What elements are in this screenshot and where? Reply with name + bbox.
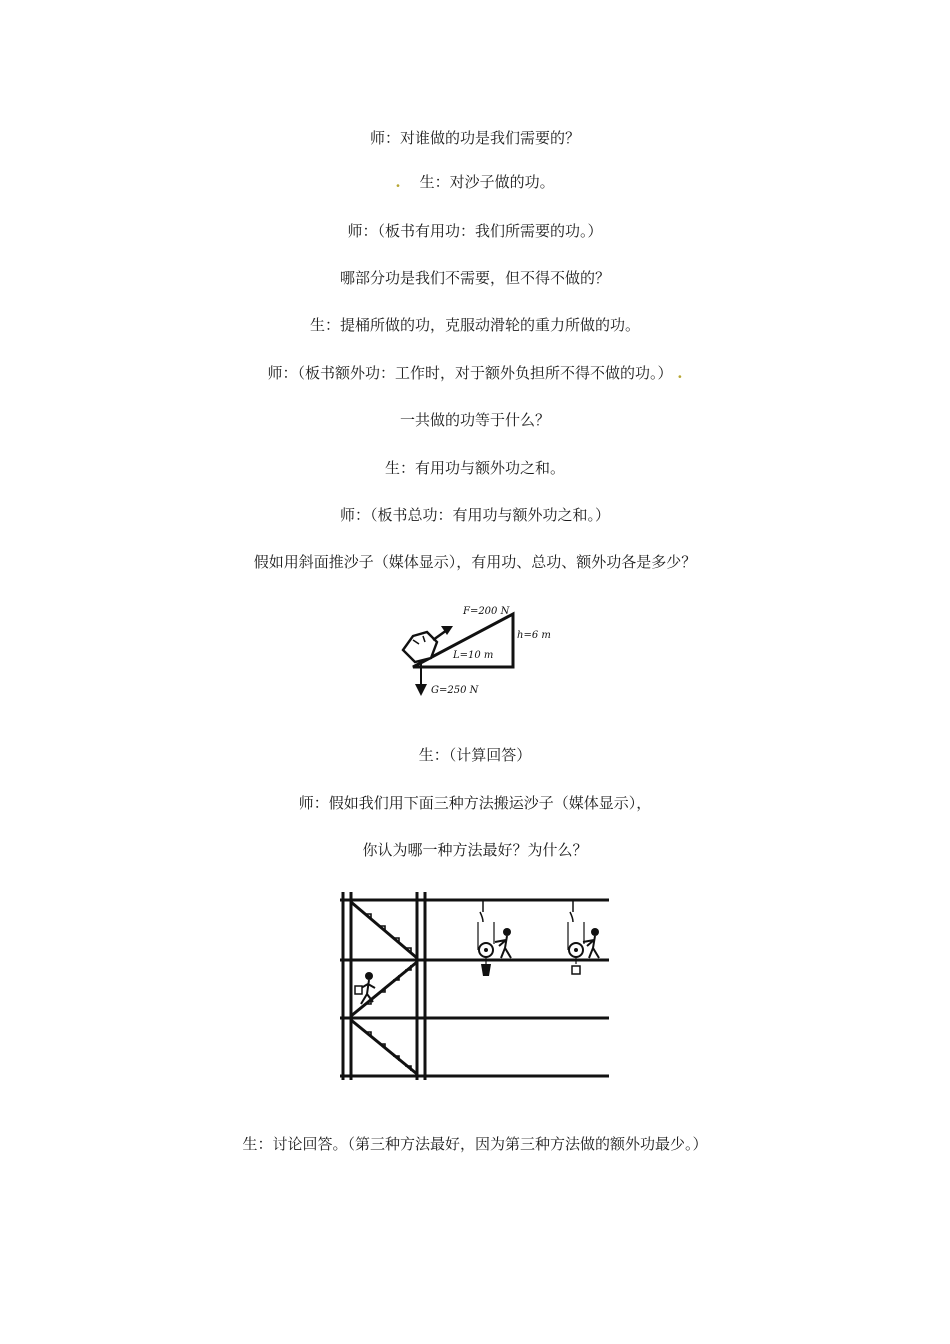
- text-line-6: 师：（板书额外功：工作时，对于额外负担所不得不做的功。） .: [267, 364, 683, 382]
- person-pulling-icon: [495, 928, 511, 958]
- force-label: F=200 N: [463, 606, 510, 617]
- text-line-7: 一共做的功等于什么？: [399, 411, 550, 429]
- text-line-1: 师：对谁做的功是我们需要的？: [369, 129, 580, 147]
- text-line-3: 师：（板书有用功：我们所需要的功。）: [347, 222, 603, 240]
- stair-flight: [351, 902, 417, 958]
- weight-arrowhead: [415, 684, 427, 696]
- pulley-bag-icon: [568, 900, 584, 974]
- weight-label: G=250 N: [431, 685, 479, 696]
- person-climbing-icon: [355, 972, 375, 1004]
- text-line-8: 生：有用功与额外功之和。: [384, 459, 565, 477]
- text-line-5: 生：提桶所做的功，克服动滑轮的重力所做的功。: [309, 316, 640, 334]
- text-line-9: 师：（板书总功：有用功与额外功之和。）: [339, 506, 610, 524]
- text-line-2: . 生：对沙子做的功。: [395, 173, 555, 191]
- text-line-4: 哪部分功是我们不需要，但不得不做的？: [339, 269, 610, 287]
- incline-plane-figure: [395, 600, 560, 700]
- margin-dot: .: [395, 173, 401, 191]
- text-line-12: 师：假如我们用下面三种方法搬运沙子（媒体显示），: [298, 794, 652, 812]
- pulley-bucket-icon: [478, 900, 494, 976]
- person-pulling-icon: [583, 928, 599, 958]
- building-transport-figure: [335, 888, 615, 1088]
- height-label: h=6 m: [517, 630, 551, 641]
- text-line-13: 你认为哪一种方法最好？为什么？: [362, 841, 588, 859]
- text-line-11: 生：（计算回答）: [418, 746, 532, 764]
- margin-dot: .: [677, 364, 683, 382]
- length-label: L=10 m: [453, 650, 494, 661]
- text-line-14: 生：讨论回答。（第三种方法最好，因为第三种方法做的额外功最少。）: [242, 1135, 708, 1153]
- text-line-10: 假如用斜面推沙子（媒体显示），有用功、总功、额外功各是多少？: [253, 553, 697, 571]
- sand-sack-icon: [403, 632, 437, 662]
- stair-steps: [365, 914, 411, 1071]
